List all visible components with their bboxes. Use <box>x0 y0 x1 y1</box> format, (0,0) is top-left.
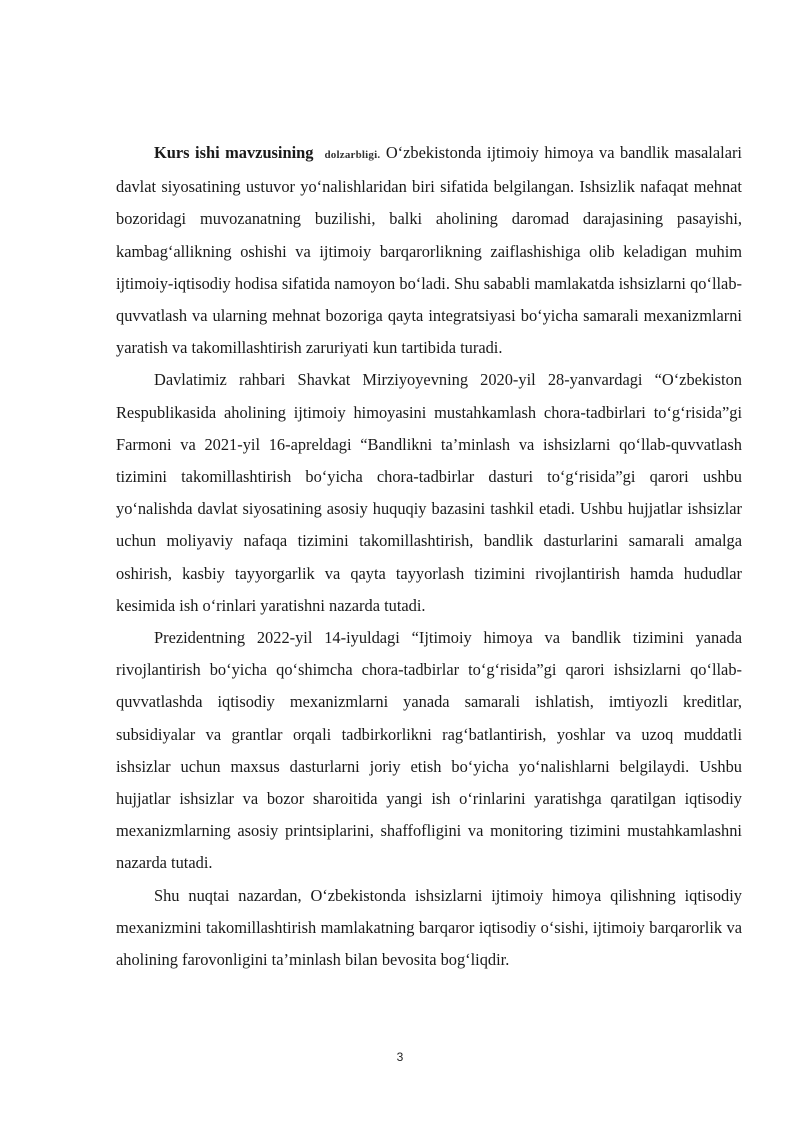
section-lead-title-faded: dolzarbligi. <box>324 149 381 161</box>
paragraph-text: O‘zbekistonda ijtimoiy himoya va bandlik masalalari davlat siyosatining ustuvor yo‘nalishlaridan biri sifatida belgilangan. Ishsizlik nafaqat mehnat bozoridagi muvozanatning buzilishi, balki aholining daromad darajasining pasayishi, kambag‘allikning oshishi va ijtimoiy barqarorlikning zaiflashishiga olib keladigan muhim ijtimoiy-iqtisodiy hodisa sifatida namoyon bo‘ladi. Shu sababli mamlakatda ishsizlarni qo‘llab-quvvatlash va ularning mehnat bozoriga qayta integratsiyasi bo‘yicha samarali mexanizmlarni yaratish va takomillashtirish zaruriyati kun tartibida turadi. <box>116 143 742 358</box>
paragraph-presidential-decree <box>116 622 742 880</box>
paragraph-conclusion <box>116 880 742 977</box>
page-number: 3 <box>396 1050 404 1064</box>
section-lead-title: Kurs ishi mavzusining <box>154 143 314 162</box>
paragraph-legal-basis <box>116 364 742 622</box>
paragraph-text: Davlatimiz rahbari Shavkat Mirziyoyevning 2020-yil 28-yanvardagi “O‘zbekiston Respublikasida aholining ijtimoiy himoyasini mustahkamlash chora-tadbirlari to‘g‘risida”gi Farmoni va 2021-yil 16-apreldagi “Bandlikni ta’minlash va ishsizlarni qo‘llab-quvvatlash tizimini takomillashtirish bo‘yicha chora-tadbirlar dasturi to‘g‘risida”gi qarori ushbu yo‘nalishda davlat siyosatining asosiy huquqiy bazasini tashkil etadi. Ushbu hujjatlar ishsizlar uchun moliyaviy nafaqa tizimini takomillashtirish, bandlik dasturlarini samarali amalga oshirish, kasbiy tayyorgarlik va qayta tayyorlash tizimini rivojlantirish hamda hududlar kesimida ish o‘rinlari yaratishni nazarda tutadi. <box>116 370 742 615</box>
document-body <box>116 137 742 976</box>
paragraph-text: Prezidentning 2022-yil 14-iyuldagi “Ijtimoiy himoya va bandlik tizimini yanada rivojlantirish bo‘yicha qo‘shimcha chora-tadbirlar to‘g‘risida”gi qarori ishsizlarni qo‘llab-quvvatlashda iqtisodiy mexanizmlarni yanada samarali ishlatish, imtiyozli kreditlar, subsidiyalar va grantlar orqali tadbirkorlikni rag‘batlantirish, yoshlar va uzoq muddatli ishsizlar uchun maxsus dasturlarni joriy etish bo‘yicha yo‘nalishlarni belgilaydi. Ushbu hujjatlar ishsizlar va bozor sharoitida yangi ish o‘rinlarini yaratishga qaratilgan iqtisodiy mexanizmlarning asosiy printsiplarini, shaffofligini va monitoring tizimini mustahkamlashni nazarda tutadi. <box>116 628 742 873</box>
paragraph-relevance <box>116 137 742 364</box>
paragraph-text: Shu nuqtai nazardan, O‘zbekistonda ishsizlarni ijtimoiy himoya qilishning iqtisodiy mexanizmini takomillashtirish mamlakatning barqaror iqtisodiy o‘sishi, ijtimoiy barqarorlik va aholining farovonligini ta’minlash bilan bevosita bog‘liqdir. <box>116 885 742 970</box>
